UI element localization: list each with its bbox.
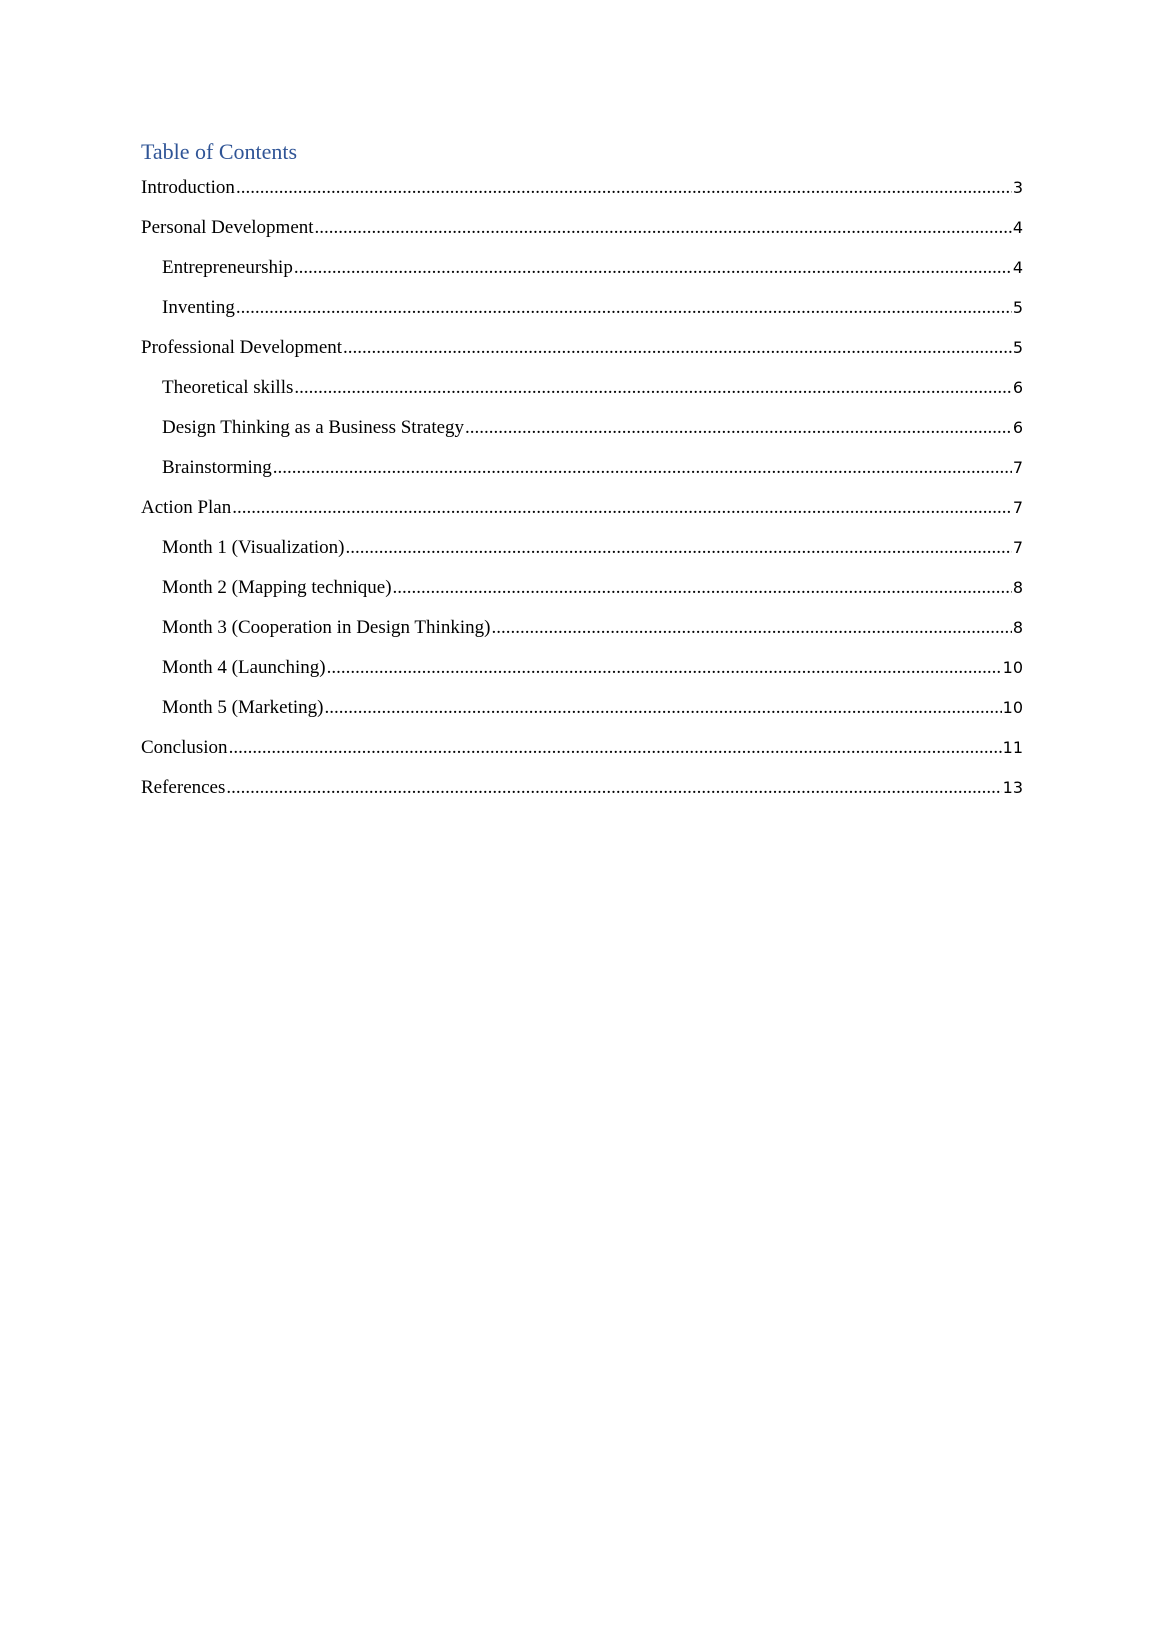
toc-entry-entrepreneurship[interactable] [141,256,1023,296]
toc-entry-text: Professional Development [141,337,343,358]
toc-dot-leader [236,296,1012,320]
toc-page-number: 7 [1012,538,1023,557]
toc-dot-leader [315,216,1012,240]
toc-dot-leader [393,576,1012,600]
toc-entry-text: References [141,777,226,798]
toc-page-number: 8 [1012,578,1023,597]
toc-dot-leader [346,536,1012,560]
toc-entry-text: Personal Development [141,217,314,238]
toc-page-number: 5 [1012,338,1023,357]
toc-entry-text: Month 4 (Launching) [162,657,326,678]
toc-entry-action-plan[interactable] [141,496,1023,536]
toc-dot-leader [327,656,1002,680]
toc-dot-leader [343,336,1012,360]
toc-dot-leader [465,416,1012,440]
toc-entry-text: Introduction [141,177,235,198]
toc-entry-text: Inventing [162,297,235,318]
toc-entry-conclusion[interactable] [141,736,1023,776]
toc-page-number: 7 [1012,458,1023,477]
toc-page-number: 10 [1002,698,1023,717]
toc-entry-theoretical-skills[interactable] [141,376,1023,416]
toc-dot-leader [273,456,1012,480]
toc-list [141,176,1023,816]
toc-page-number: 11 [1002,738,1023,757]
toc-entry-text: Theoretical skills [162,377,294,398]
toc-entry-text: Month 2 (Mapping technique) [162,577,392,598]
toc-page-number: 7 [1012,498,1023,517]
toc-title: Table of Contents [141,139,298,164]
toc-page-number: 6 [1012,378,1023,397]
toc-entry-introduction[interactable] [141,176,1023,216]
toc-page-number: 10 [1002,658,1023,677]
table-of-contents [141,136,1023,832]
toc-entry-month-1[interactable] [141,536,1023,576]
toc-page-number: 8 [1012,618,1023,637]
toc-entry-brainstorming[interactable] [141,456,1023,496]
toc-page-number: 4 [1012,218,1023,237]
toc-entry-month-2[interactable] [141,576,1023,616]
toc-entry-text: Conclusion [141,737,228,758]
toc-entry-month-5[interactable] [141,696,1023,736]
toc-page-number: 3 [1012,178,1023,197]
toc-dot-leader [324,696,1001,720]
toc-entry-text: Design Thinking as a Business Strategy [162,417,465,438]
toc-entry-text: Month 3 (Cooperation in Design Thinking) [162,617,491,638]
toc-entry-design-thinking[interactable] [141,416,1023,456]
toc-dot-leader [236,176,1012,200]
toc-dot-leader [294,376,1011,400]
toc-entry-inventing[interactable] [141,296,1023,336]
toc-entry-month-4[interactable] [141,656,1023,696]
toc-dot-leader [232,496,1012,520]
toc-entry-text: Month 5 (Marketing) [162,697,324,718]
toc-page-number: 4 [1012,258,1023,277]
toc-page-number: 13 [1002,778,1023,797]
toc-entry-text: Brainstorming [162,457,272,478]
toc-page-number: 5 [1012,298,1023,317]
toc-entry-references[interactable] [141,776,1023,816]
toc-dot-leader [294,256,1012,280]
toc-dot-leader [226,776,1001,800]
toc-entry-text: Entrepreneurship [162,257,293,278]
toc-entry-month-3[interactable] [141,616,1023,656]
toc-dot-leader [491,616,1011,640]
toc-entry-professional-development[interactable] [141,336,1023,376]
toc-entry-text: Month 1 (Visualization) [162,537,345,558]
toc-page-number: 6 [1012,418,1023,437]
toc-entry-personal-development[interactable] [141,216,1023,256]
toc-dot-leader [229,736,1002,760]
toc-entry-text: Action Plan [141,497,232,518]
